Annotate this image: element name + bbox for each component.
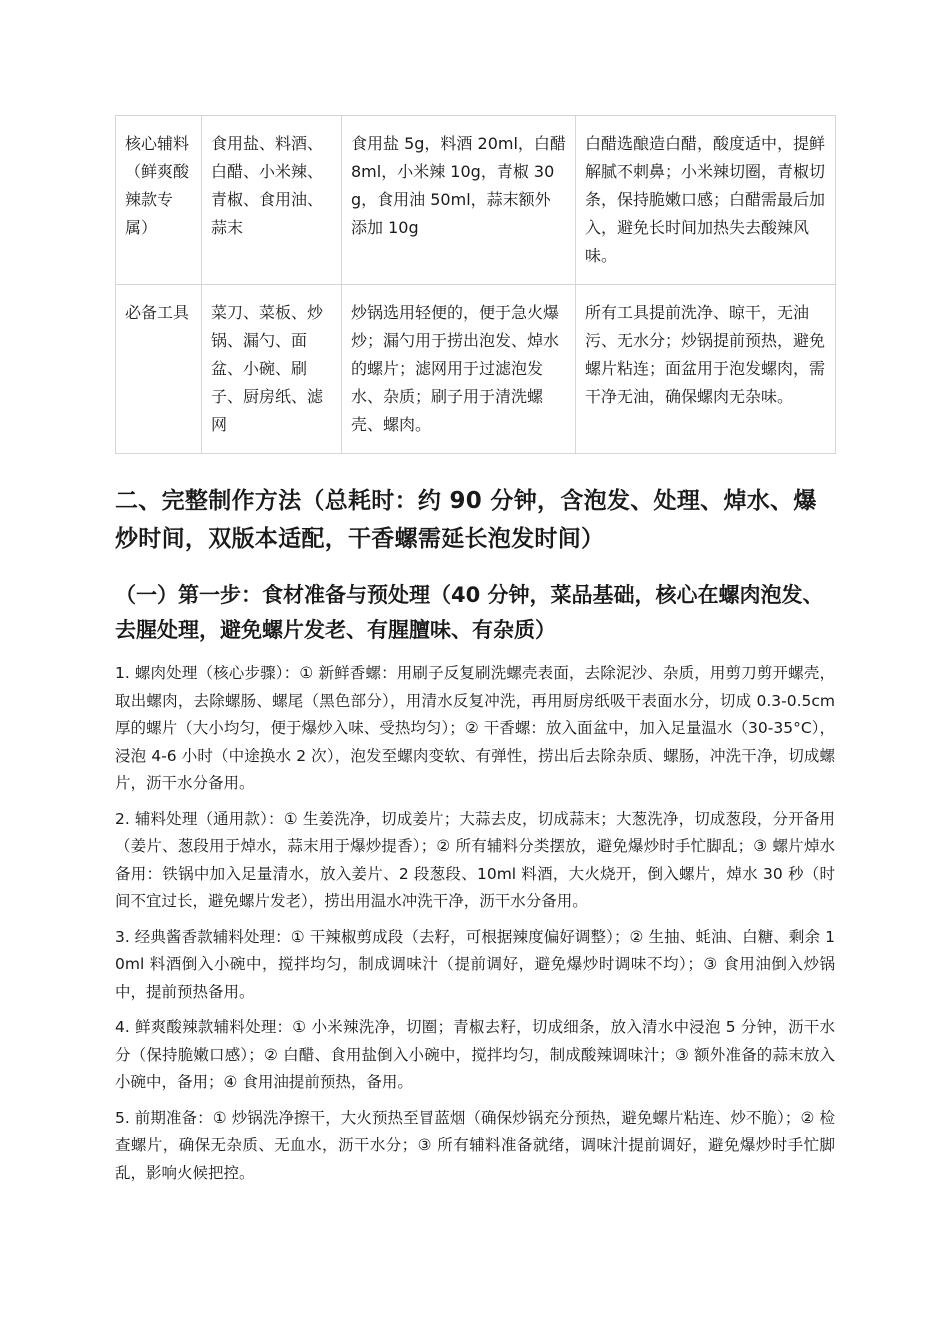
subsection-title: （一）第一步：食材准备与预处理（40 分钟，菜品基础，核心在螺肉泡发、去腥处理，避免螺片发老、有腥膻味、有杂质） <box>115 583 824 642</box>
step-paragraph: 2. 辅料处理（通用款）：① 生姜洗净，切成姜片；大蒜去皮，切成蒜末；大葱洗净，切成葱段，分开备用（姜片、葱段用于焯水，蒜末用于爆炒提香）；② 所有辅料分类摆放，避免爆炒时手忙脚乱；③ 螺片焯水备用：铁锅中加入足量清水，放入姜片、2 段葱段、10ml 料酒，大火烧开，倒入螺片，焯水 30 秒（时间不宜过长，避免螺片发老），捞出用温水冲洗干净，沥干水分备用。 <box>115 809 835 910</box>
step-paragraph: 1. 螺肉处理（核心步骤）：① 新鲜香螺：用刷子反复刷洗螺壳表面，去除泥沙、杂质，用剪刀剪开螺壳，取出螺肉，去除螺肠、螺尾（黑色部分），用清水反复冲洗，再用厨房纸吸干表面水分，切成 0.3-0.5cm 厚的螺片（大小均匀，便于爆炒入味、受热均匀）；② 干香螺：放入面盆中，加入足量温水（30-35°C），浸泡 4-6 小时（中途换水 2 次），泡发至螺肉变软、有弹性，捞出后去除杂质、螺肠，冲洗干净，切成螺片，沥干水分备用。 <box>115 664 835 792</box>
category-cell: 必备工具 <box>116 285 202 454</box>
step-paragraph: 5. 前期准备：① 炒锅洗净擦干，大火预热至冒蓝烟（确保炒锅充分预热，避免螺片粘连、炒不脆）；② 检查螺片，确保无杂质、无血水，沥干水分；③ 所有辅料准备就绪，调味汁提前调好，避免爆炒时手忙脚乱，影响火候把控。 <box>115 1108 835 1182</box>
document-page <box>115 115 835 1195</box>
amount-cell: 食用盐 5g，料酒 20ml，白醋 8ml，小米辣 10g，青椒 30g，食用油 50ml，蒜末额外添加 10g <box>342 116 576 285</box>
amount-cell: 炒锅选用轻便的，便于急火爆炒；漏勺用于捞出泡发、焯水的螺片；滤网用于过滤泡发水、杂质；刷子用于清洗螺壳、螺肉。 <box>342 285 576 454</box>
step-list <box>115 660 835 1187</box>
step-paragraph: 4. 鲜爽酸辣款辅料处理：① 小米辣洗净，切圈；青椒去籽，切成细条，放入清水中浸泡 5 分钟，沥干水分（保持脆嫩口感）；② 白醋、食用盐倒入小碗中，搅拌均匀，制成酸辣调味汁；③ 额外准备的蒜末放入小碗中，备用；④ 食用油提前预热，备用。 <box>115 1018 835 1091</box>
table-row <box>116 116 836 285</box>
table-row <box>116 285 836 454</box>
section-title: 二、完整制作方法（总耗时：约 90 分钟，含泡发、处理、焯水、爆炒时间，双版本适配，干香螺需延长泡发时间） <box>115 488 817 552</box>
step-paragraph: 3. 经典酱香款辅料处理：① 干辣椒剪成段（去籽，可根据辣度偏好调整）；② 生抽、蚝油、白糖、剩余 10ml 料酒倒入小碗中，搅拌均匀，制成调味汁（提前调好，避免爆炒时调味不均）；③ 食用油倒入炒锅中，提前预热备用。 <box>115 927 835 1001</box>
items-cell: 菜刀、菜板、炒锅、漏勺、面盆、小碗、刷子、厨房纸、滤网 <box>202 285 342 454</box>
items-cell: 食用盐、料酒、白醋、小米辣、青椒、食用油、蒜末 <box>202 116 342 285</box>
notes-cell: 白醋选酿造白醋，酸度适中，提鲜解腻不刺鼻；小米辣切圈，青椒切条，保持脆嫩口感；白醋需最后加入，避免长时间加热失去酸辣风味。 <box>576 116 836 285</box>
category-cell: 核心辅料（鲜爽酸辣款专属） <box>116 116 202 285</box>
ingredients-tools-table <box>115 115 836 454</box>
notes-cell: 所有工具提前洗净、晾干，无油污、无水分；炒锅提前预热，避免螺片粘连；面盆用于泡发螺肉，需干净无油，确保螺肉无杂味。 <box>576 285 836 454</box>
